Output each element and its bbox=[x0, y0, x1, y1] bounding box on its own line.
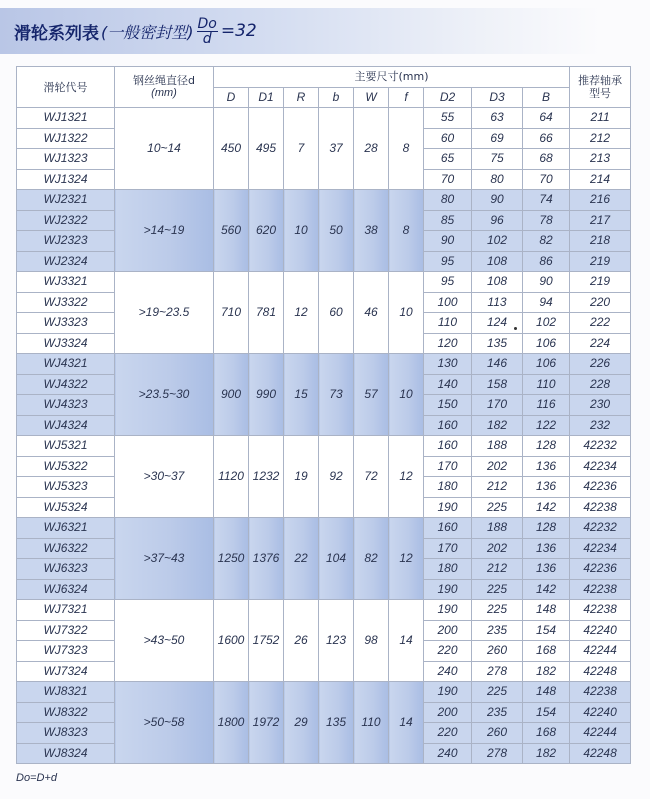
cell-D3: 182 bbox=[472, 415, 523, 436]
cell-bearing: 42234 bbox=[570, 538, 631, 559]
cell-W: 82 bbox=[354, 518, 389, 600]
cell-D3: 90 bbox=[472, 190, 523, 211]
cell-R: 26 bbox=[284, 600, 319, 682]
cell-D2: 160 bbox=[424, 415, 472, 436]
cell-D2: 190 bbox=[424, 682, 472, 703]
cell-D1: 495 bbox=[249, 108, 284, 190]
cell-bearing: 224 bbox=[570, 333, 631, 354]
header-bearing bbox=[570, 67, 631, 108]
cell-B: 74 bbox=[523, 190, 570, 211]
cell-D2: 60 bbox=[424, 128, 472, 149]
cell-D3: 202 bbox=[472, 538, 523, 559]
cell-B: 154 bbox=[523, 702, 570, 723]
cell-model: WJ7323 bbox=[17, 641, 115, 662]
header-D: D bbox=[214, 87, 249, 108]
cell-D3: 75 bbox=[472, 149, 523, 170]
cell-model: WJ3323 bbox=[17, 313, 115, 334]
cell-D1: 1376 bbox=[249, 518, 284, 600]
cell-W: 110 bbox=[354, 682, 389, 764]
cell-D3: 188 bbox=[472, 436, 523, 457]
header-f: f bbox=[389, 87, 424, 108]
fraction-denominator: d bbox=[202, 30, 212, 47]
cell-D: 1120 bbox=[214, 436, 249, 518]
cell-R: 7 bbox=[284, 108, 319, 190]
cell-D3: 212 bbox=[472, 477, 523, 498]
cell-R: 10 bbox=[284, 190, 319, 272]
cell-D3: 113 bbox=[472, 292, 523, 313]
header-W: W bbox=[354, 87, 389, 108]
cell-B: 116 bbox=[523, 395, 570, 416]
cell-b: 37 bbox=[319, 108, 354, 190]
title-main: 滑轮系列表 bbox=[14, 23, 99, 44]
cell-model: WJ6324 bbox=[17, 579, 115, 600]
cell-B: 70 bbox=[523, 169, 570, 190]
cell-D3: 96 bbox=[472, 210, 523, 231]
table-row bbox=[17, 436, 631, 457]
cell-D2: 170 bbox=[424, 538, 472, 559]
cell-model: WJ1322 bbox=[17, 128, 115, 149]
cell-B: 136 bbox=[523, 538, 570, 559]
cell-R: 19 bbox=[284, 436, 319, 518]
cell-D2: 90 bbox=[424, 231, 472, 252]
cell-D3: 146 bbox=[472, 354, 523, 375]
cell-rope-diameter: >30~37 bbox=[115, 436, 214, 518]
cell-b: 135 bbox=[319, 682, 354, 764]
cell-bearing: 232 bbox=[570, 415, 631, 436]
cell-b: 92 bbox=[319, 436, 354, 518]
cell-W: 28 bbox=[354, 108, 389, 190]
cell-bearing: 42234 bbox=[570, 456, 631, 477]
cell-f: 10 bbox=[389, 272, 424, 354]
cell-D2: 200 bbox=[424, 702, 472, 723]
cell-model: WJ4324 bbox=[17, 415, 115, 436]
cell-D3: 135 bbox=[472, 333, 523, 354]
cell-B: 142 bbox=[523, 579, 570, 600]
cell-D3: 260 bbox=[472, 723, 523, 744]
cell-D2: 240 bbox=[424, 661, 472, 682]
cell-D2: 130 bbox=[424, 354, 472, 375]
cell-model: WJ2322 bbox=[17, 210, 115, 231]
cell-model: WJ1323 bbox=[17, 149, 115, 170]
cell-f: 12 bbox=[389, 518, 424, 600]
cell-R: 22 bbox=[284, 518, 319, 600]
cell-D2: 70 bbox=[424, 169, 472, 190]
cell-D3: 225 bbox=[472, 600, 523, 621]
cell-bearing: 219 bbox=[570, 272, 631, 293]
cell-D: 900 bbox=[214, 354, 249, 436]
cell-D1: 990 bbox=[249, 354, 284, 436]
header-bearing-line2: 型号 bbox=[589, 87, 612, 100]
table-row bbox=[17, 682, 631, 703]
header-rope-unit: (mm) bbox=[151, 87, 177, 99]
cell-B: 142 bbox=[523, 497, 570, 518]
cell-D2: 85 bbox=[424, 210, 472, 231]
cell-D3: 202 bbox=[472, 456, 523, 477]
cell-model: WJ2324 bbox=[17, 251, 115, 272]
cell-D: 1800 bbox=[214, 682, 249, 764]
cell-model: WJ4323 bbox=[17, 395, 115, 416]
cell-D1: 1752 bbox=[249, 600, 284, 682]
cell-B: 110 bbox=[523, 374, 570, 395]
header-b: b bbox=[319, 87, 354, 108]
cell-B: 106 bbox=[523, 354, 570, 375]
cell-bearing: 214 bbox=[570, 169, 631, 190]
cell-model: WJ6323 bbox=[17, 559, 115, 580]
cell-D3: 108 bbox=[472, 272, 523, 293]
cell-bearing: 228 bbox=[570, 374, 631, 395]
cell-b: 50 bbox=[319, 190, 354, 272]
cell-D3: 225 bbox=[472, 579, 523, 600]
cell-f: 10 bbox=[389, 354, 424, 436]
cell-D2: 160 bbox=[424, 436, 472, 457]
cell-model: WJ3322 bbox=[17, 292, 115, 313]
cell-D2: 120 bbox=[424, 333, 472, 354]
cell-D2: 100 bbox=[424, 292, 472, 313]
pulley-series-table bbox=[16, 66, 631, 764]
cell-model: WJ8323 bbox=[17, 723, 115, 744]
cell-model: WJ3324 bbox=[17, 333, 115, 354]
cell-D: 560 bbox=[214, 190, 249, 272]
cell-model: WJ8321 bbox=[17, 682, 115, 703]
cell-D: 1600 bbox=[214, 600, 249, 682]
cell-bearing: 219 bbox=[570, 251, 631, 272]
cell-model: WJ6321 bbox=[17, 518, 115, 539]
cell-R: 12 bbox=[284, 272, 319, 354]
table-row bbox=[17, 272, 631, 293]
cell-B: 154 bbox=[523, 620, 570, 641]
print-speck bbox=[514, 327, 517, 330]
cell-D2: 200 bbox=[424, 620, 472, 641]
cell-B: 168 bbox=[523, 641, 570, 662]
cell-bearing: 42232 bbox=[570, 436, 631, 457]
cell-B: 78 bbox=[523, 210, 570, 231]
cell-D2: 160 bbox=[424, 518, 472, 539]
cell-bearing: 226 bbox=[570, 354, 631, 375]
cell-bearing: 216 bbox=[570, 190, 631, 211]
cell-D1: 1972 bbox=[249, 682, 284, 764]
header-model: 滑轮代号 bbox=[17, 67, 115, 108]
cell-D2: 180 bbox=[424, 477, 472, 498]
cell-D2: 80 bbox=[424, 190, 472, 211]
table-row bbox=[17, 190, 631, 211]
cell-rope-diameter: >43~50 bbox=[115, 600, 214, 682]
cell-D2: 180 bbox=[424, 559, 472, 580]
cell-B: 82 bbox=[523, 231, 570, 252]
cell-B: 182 bbox=[523, 743, 570, 764]
cell-D2: 150 bbox=[424, 395, 472, 416]
cell-B: 66 bbox=[523, 128, 570, 149]
cell-model: WJ6322 bbox=[17, 538, 115, 559]
cell-model: WJ8324 bbox=[17, 743, 115, 764]
cell-rope-diameter: >50~58 bbox=[115, 682, 214, 764]
cell-D3: 225 bbox=[472, 682, 523, 703]
cell-D2: 140 bbox=[424, 374, 472, 395]
cell-B: 128 bbox=[523, 436, 570, 457]
cell-model: WJ4322 bbox=[17, 374, 115, 395]
cell-model: WJ5322 bbox=[17, 456, 115, 477]
cell-b: 60 bbox=[319, 272, 354, 354]
cell-B: 64 bbox=[523, 108, 570, 129]
cell-D3: 80 bbox=[472, 169, 523, 190]
cell-B: 136 bbox=[523, 559, 570, 580]
cell-B: 90 bbox=[523, 272, 570, 293]
footnote: Do=D+d bbox=[16, 772, 57, 784]
cell-bearing: 222 bbox=[570, 313, 631, 334]
header-D3: D3 bbox=[472, 87, 523, 108]
cell-model: WJ2321 bbox=[17, 190, 115, 211]
cell-D3: 225 bbox=[472, 497, 523, 518]
cell-model: WJ5321 bbox=[17, 436, 115, 457]
cell-D2: 170 bbox=[424, 456, 472, 477]
cell-B: 86 bbox=[523, 251, 570, 272]
cell-rope-diameter: 10~14 bbox=[115, 108, 214, 190]
page-title bbox=[14, 14, 257, 48]
cell-D3: 108 bbox=[472, 251, 523, 272]
cell-D2: 190 bbox=[424, 497, 472, 518]
cell-D2: 55 bbox=[424, 108, 472, 129]
table-row bbox=[17, 354, 631, 375]
cell-bearing: 218 bbox=[570, 231, 631, 252]
cell-D1: 1232 bbox=[249, 436, 284, 518]
cell-B: 168 bbox=[523, 723, 570, 744]
cell-D3: 278 bbox=[472, 743, 523, 764]
header-bearing-line1: 推荐轴承 bbox=[578, 74, 623, 87]
cell-D3: 69 bbox=[472, 128, 523, 149]
cell-R: 29 bbox=[284, 682, 319, 764]
cell-B: 106 bbox=[523, 333, 570, 354]
cell-D3: 170 bbox=[472, 395, 523, 416]
cell-D1: 620 bbox=[249, 190, 284, 272]
cell-bearing: 220 bbox=[570, 292, 631, 313]
cell-D3: 260 bbox=[472, 641, 523, 662]
cell-bearing: 42236 bbox=[570, 477, 631, 498]
cell-W: 38 bbox=[354, 190, 389, 272]
cell-model: WJ2323 bbox=[17, 231, 115, 252]
header-B: B bbox=[523, 87, 570, 108]
cell-W: 72 bbox=[354, 436, 389, 518]
cell-bearing: 211 bbox=[570, 108, 631, 129]
title-paren: (一般密封型) bbox=[101, 22, 194, 42]
cell-bearing: 42232 bbox=[570, 518, 631, 539]
cell-B: 136 bbox=[523, 477, 570, 498]
cell-model: WJ5324 bbox=[17, 497, 115, 518]
cell-model: WJ7324 bbox=[17, 661, 115, 682]
table-row bbox=[17, 518, 631, 539]
cell-bearing: 42248 bbox=[570, 743, 631, 764]
cell-b: 73 bbox=[319, 354, 354, 436]
cell-model: WJ1321 bbox=[17, 108, 115, 129]
header-R: R bbox=[284, 87, 319, 108]
cell-D2: 190 bbox=[424, 600, 472, 621]
cell-R: 15 bbox=[284, 354, 319, 436]
cell-D2: 110 bbox=[424, 313, 472, 334]
cell-b: 104 bbox=[319, 518, 354, 600]
cell-D2: 220 bbox=[424, 723, 472, 744]
cell-bearing: 42244 bbox=[570, 641, 631, 662]
cell-D2: 95 bbox=[424, 251, 472, 272]
cell-model: WJ3321 bbox=[17, 272, 115, 293]
cell-bearing: 42236 bbox=[570, 559, 631, 580]
cell-B: 94 bbox=[523, 292, 570, 313]
cell-D: 1250 bbox=[214, 518, 249, 600]
cell-bearing: 42238 bbox=[570, 497, 631, 518]
cell-W: 46 bbox=[354, 272, 389, 354]
cell-model: WJ7321 bbox=[17, 600, 115, 621]
cell-D: 710 bbox=[214, 272, 249, 354]
header-rope-label: 钢丝绳直径d bbox=[133, 74, 195, 87]
cell-W: 57 bbox=[354, 354, 389, 436]
cell-B: 136 bbox=[523, 456, 570, 477]
table-row bbox=[17, 108, 631, 129]
cell-D1: 781 bbox=[249, 272, 284, 354]
cell-f: 14 bbox=[389, 600, 424, 682]
cell-bearing: 42244 bbox=[570, 723, 631, 744]
cell-W: 98 bbox=[354, 600, 389, 682]
cell-D2: 95 bbox=[424, 272, 472, 293]
table-body bbox=[17, 108, 631, 764]
cell-rope-diameter: >37~43 bbox=[115, 518, 214, 600]
cell-model: WJ4321 bbox=[17, 354, 115, 375]
cell-bearing: 42248 bbox=[570, 661, 631, 682]
title-fraction bbox=[197, 17, 218, 46]
cell-model: WJ1324 bbox=[17, 169, 115, 190]
cell-model: WJ5323 bbox=[17, 477, 115, 498]
cell-D2: 190 bbox=[424, 579, 472, 600]
cell-D3: 212 bbox=[472, 559, 523, 580]
title-ratio-value: =32 bbox=[220, 21, 257, 41]
cell-bearing: 42238 bbox=[570, 579, 631, 600]
cell-model: WJ8322 bbox=[17, 702, 115, 723]
cell-f: 14 bbox=[389, 682, 424, 764]
cell-bearing: 213 bbox=[570, 149, 631, 170]
cell-D3: 158 bbox=[472, 374, 523, 395]
cell-B: 128 bbox=[523, 518, 570, 539]
cell-D: 450 bbox=[214, 108, 249, 190]
cell-B: 148 bbox=[523, 600, 570, 621]
header-main-dimensions: 主要尺寸(mm) bbox=[214, 67, 570, 88]
cell-bearing: 217 bbox=[570, 210, 631, 231]
cell-D3: 278 bbox=[472, 661, 523, 682]
cell-bearing: 230 bbox=[570, 395, 631, 416]
header-rope-diameter bbox=[115, 67, 214, 108]
cell-B: 68 bbox=[523, 149, 570, 170]
cell-B: 102 bbox=[523, 313, 570, 334]
cell-B: 148 bbox=[523, 682, 570, 703]
cell-rope-diameter: >19~23.5 bbox=[115, 272, 214, 354]
cell-D3: 102 bbox=[472, 231, 523, 252]
cell-rope-diameter: >14~19 bbox=[115, 190, 214, 272]
cell-D3: 63 bbox=[472, 108, 523, 129]
cell-B: 122 bbox=[523, 415, 570, 436]
cell-b: 123 bbox=[319, 600, 354, 682]
cell-D3: 235 bbox=[472, 702, 523, 723]
cell-bearing: 42238 bbox=[570, 682, 631, 703]
header-D1: D1 bbox=[249, 87, 284, 108]
cell-bearing: 42240 bbox=[570, 702, 631, 723]
fraction-numerator: Do bbox=[197, 15, 217, 32]
cell-f: 8 bbox=[389, 108, 424, 190]
cell-D3: 235 bbox=[472, 620, 523, 641]
cell-f: 8 bbox=[389, 190, 424, 272]
cell-D2: 220 bbox=[424, 641, 472, 662]
cell-D2: 65 bbox=[424, 149, 472, 170]
header-D2: D2 bbox=[424, 87, 472, 108]
cell-D2: 240 bbox=[424, 743, 472, 764]
table-row bbox=[17, 600, 631, 621]
cell-D3: 188 bbox=[472, 518, 523, 539]
cell-D3: 124 bbox=[472, 313, 523, 334]
cell-bearing: 212 bbox=[570, 128, 631, 149]
cell-bearing: 42238 bbox=[570, 600, 631, 621]
cell-B: 182 bbox=[523, 661, 570, 682]
cell-f: 12 bbox=[389, 436, 424, 518]
cell-bearing: 42240 bbox=[570, 620, 631, 641]
cell-rope-diameter: >23.5~30 bbox=[115, 354, 214, 436]
cell-model: WJ7322 bbox=[17, 620, 115, 641]
